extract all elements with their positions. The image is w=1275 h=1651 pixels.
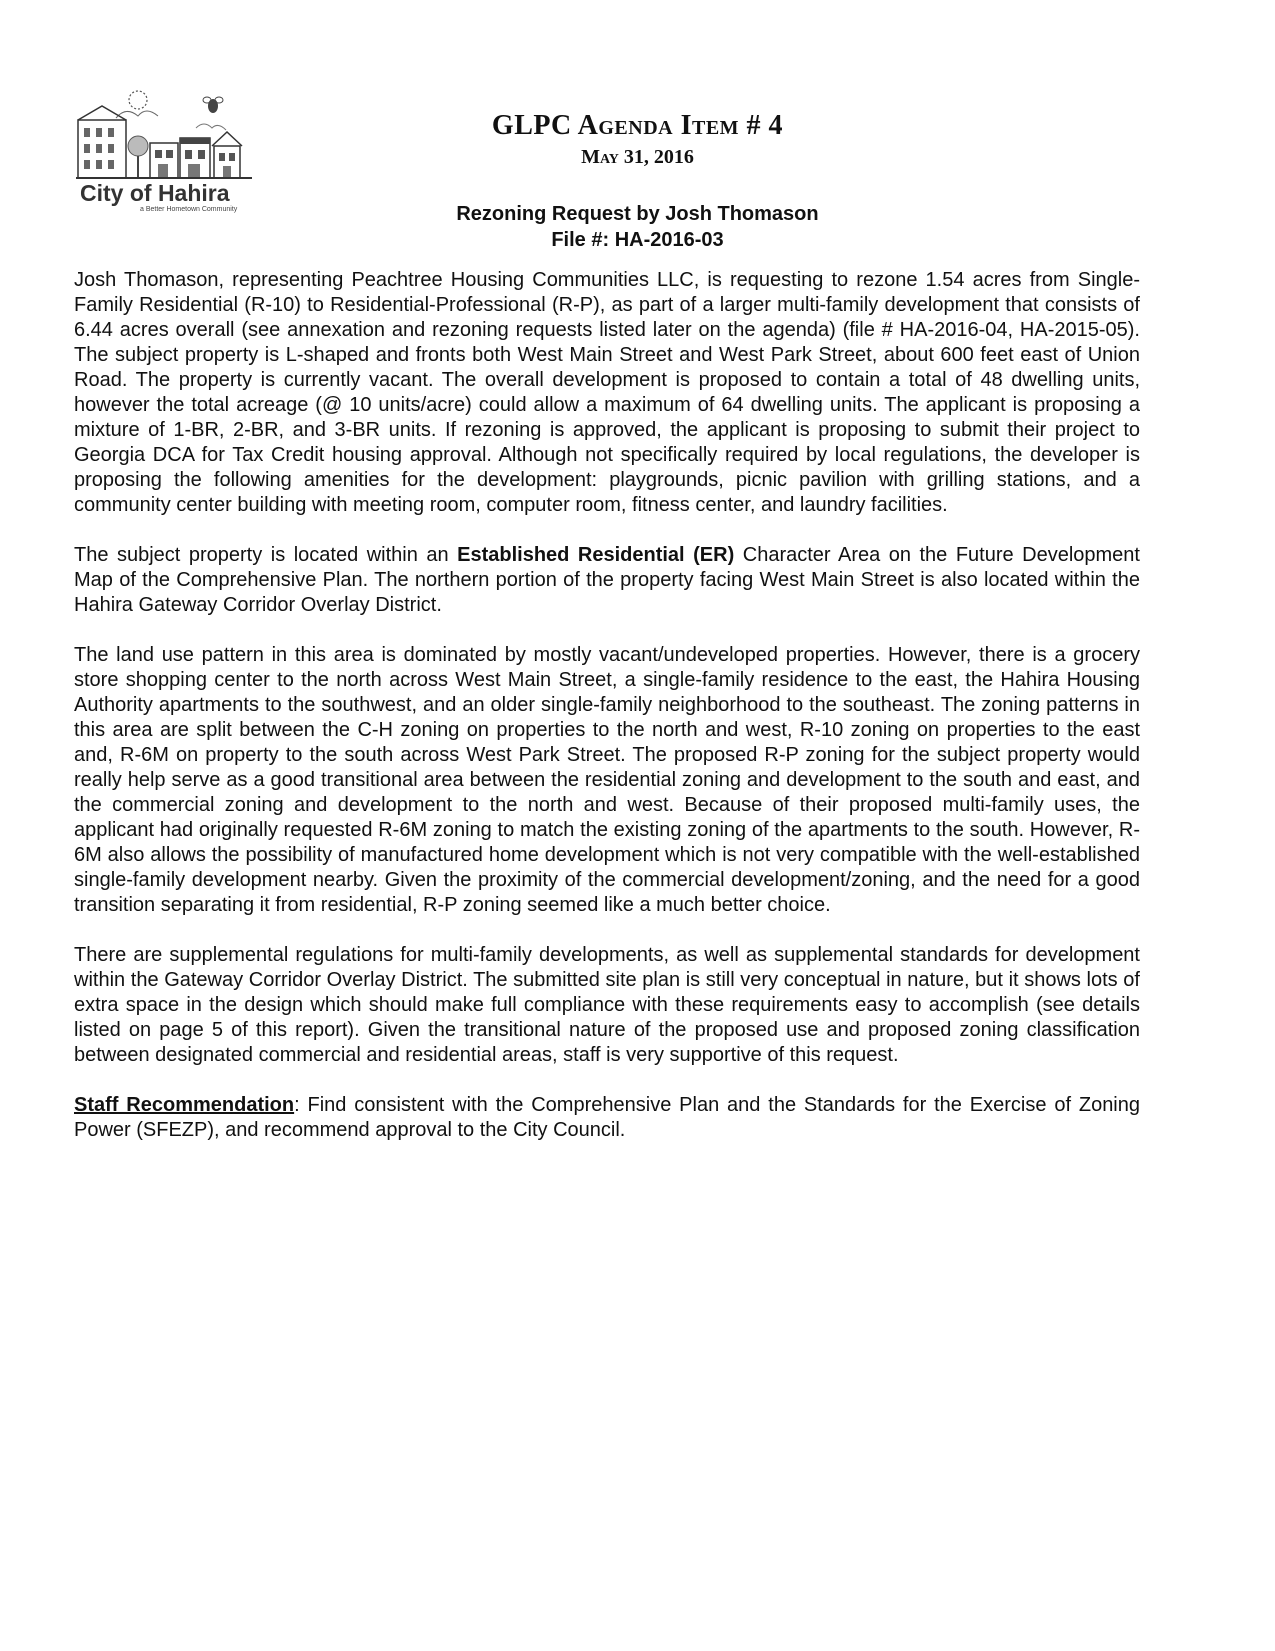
staff-recommendation-text: : Find consistent with the Comprehensive Plan and the Standards for the Exercise of Zoning Power (SFEZP), and recommend approval to the City Council.	[74, 1094, 1141, 1141]
agenda-date: May 31, 2016	[581, 146, 694, 168]
character-area-name: Established Residential (ER)	[457, 544, 735, 566]
paragraph-supplemental-regulations: There are supplemental regulations for multi-family developments, as well as supplemental standards for development within the Gateway Corridor Overlay District. The submitted site plan is still very conceptual in nature, but it shows lots of extra space in the design which should make full compliance with these requirements easy to accomplish (see details listed on page 5 of this report). Given the transitional nature of the proposed use and proposed zoning classification between designated commercial and residential areas, staff is very supportive of this request.	[74, 944, 1140, 1066]
paragraph-character-area-lead: The subject property is located within an	[74, 544, 458, 566]
staff-recommendation-label: Staff Recommendation	[74, 1094, 295, 1116]
paragraph-land-use: The land use pattern in this area is dominated by mostly vacant/undeveloped properties. However, there is a grocery store shopping center to the north across West Main Street, a single-family residence to the east, the Hahira Housing Authority apartments to the southwest, and an older single-family neighborhood to the southeast. The zoning patterns in this area are split between the C-H zoning on properties to the north and west, R-10 zoning on properties to the east and, R-6M on property to the south across West Park Street. The proposed R-P zoning for the subject property would really help serve as a good transitional area between the residential zoning and development to the south and east, and the commercial zoning and development to the north and west. Because of their proposed multi-family uses, the applicant had originally requested R-6M zoning to match the existing zoning of the apartments to the south. However, R-6M also allows the possibility of manufactured home development which is not very compatible with the well-established single-family development nearby. Given the proximity of the commercial development/zoning, and the need for a good transition separating it from residential, R-P zoning seemed like a much better choice.	[74, 644, 1140, 916]
city-logo	[76, 88, 266, 218]
file-number: File #: HA-2016-03	[551, 229, 724, 251]
city-skyline-icon	[76, 88, 266, 183]
subject-title: Rezoning Request by Josh Thomason	[456, 203, 819, 225]
logo-title: City of Hahira	[80, 180, 230, 206]
paragraph-request-summary: Josh Thomason, representing Peachtree Housing Communities LLC, is requesting to rezone 1.54 acres from Single-Family Residential (R-10) to Residential-Professional (R-P), as part of a larger multi-family development that consists of 6.44 acres overall (see annexation and rezoning requests listed later on the agenda) (file # HA-2016-04, HA-2015-05). The subject property is L-shaped and fronts both West Main Street and West Park Street, about 600 feet east of Union Road. The property is currently vacant. The overall development is proposed to contain a total of 48 dwelling units, however the total acreage (@ 10 units/acre) could allow a maximum of 64 dwelling units. The applicant is proposing a mixture of 1-BR, 2-BR, and 3-BR units. If rezoning is approved, the applicant is proposing to submit their project to Georgia DCA for Tax Credit housing approval. Although not specifically required by local regulations, the developer is proposing the following amenities for the development: playgrounds, picnic pavilion with grilling stations, and a community center building with meeting room, computer room, fitness center, and laundry facilities.	[74, 269, 1140, 516]
paragraph-character-area-rest: Character Area on the Future Development Map of the Comprehensive Plan. The northern portion of the property facing West Main Street is also located within the Hahira Gateway Corridor Overlay District.	[74, 544, 1140, 616]
staff-recommendation	[74, 1093, 1140, 1143]
logo-tagline: a Better Hometown Community	[140, 206, 238, 213]
agenda-item-title: GLPC Agenda Item # 4	[491, 110, 784, 141]
subject-block	[300, 201, 975, 253]
paragraph-character-area	[74, 543, 1140, 618]
report-body	[74, 268, 1140, 1168]
